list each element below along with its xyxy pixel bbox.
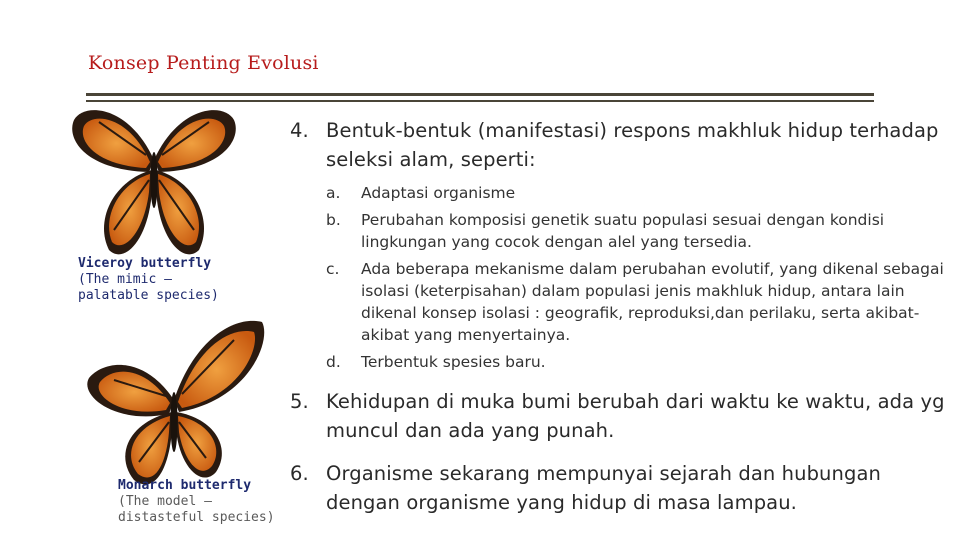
viceroy-caption <box>78 256 219 304</box>
viceroy-caption-line1: (The mimic – <box>78 272 172 287</box>
list-item <box>290 116 950 174</box>
sub-list-text: Terbentuk spesies baru. <box>361 353 546 371</box>
sub-list-letter: d. <box>326 353 341 371</box>
butterfly-image <box>54 100 279 540</box>
sub-list-letter: a. <box>326 184 341 202</box>
title-rule-thick <box>86 93 874 96</box>
viceroy-caption-name: Viceroy butterfly <box>78 256 212 271</box>
list-text: Organisme sekarang mempunyai sejarah dan hubungan dengan organisme yang hidup di masa lampau. <box>326 462 881 514</box>
sub-list-text: Adaptasi organisme <box>361 184 516 202</box>
sub-list-item <box>326 209 950 253</box>
slide-title: Konsep Penting Evolusi <box>88 52 319 74</box>
sub-list-letter: b. <box>326 211 341 229</box>
sub-list-text: Perubahan komposisi genetik suatu populasi sesuai dengan kondisi lingkungan yang cocok dengan alel yang tersedia. <box>361 211 885 251</box>
monarch-caption-line1: (The model – <box>118 494 212 509</box>
monarch-caption-line2: distasteful species) <box>118 510 275 525</box>
monarch-caption-name: Monarch butterfly <box>118 478 252 493</box>
list-number: 6. <box>290 462 309 485</box>
viceroy-butterfly-illustration <box>72 110 236 254</box>
viceroy-caption-line2: palatable species) <box>78 288 219 303</box>
list-text: Kehidupan di muka bumi berubah dari waktu ke waktu, ada yg muncul dan ada yang punah. <box>326 390 945 442</box>
list-item <box>290 387 950 445</box>
sub-list-item <box>326 182 950 204</box>
monarch-caption <box>118 478 275 526</box>
sub-list-text: Ada beberapa mekanisme dalam perubahan evolutif, yang dikenal sebagai isolasi (keterpisahan) dalam populasi jenis makhluk hidup, antara lain dikenal konsep isolasi : geografik, reproduksi,dan perilaku, serta akibat-akibat yang menyertainya. <box>361 260 944 344</box>
list-item <box>290 459 950 517</box>
list-text: Bentuk-bentuk (manifestasi) respons makhluk hidup terhadap seleksi alam, seperti: <box>326 119 939 171</box>
sub-list-letter: c. <box>326 260 340 278</box>
monarch-butterfly-illustration <box>87 321 264 485</box>
sub-list-item <box>326 258 950 346</box>
list-number: 5. <box>290 390 309 413</box>
slide-body <box>290 116 950 517</box>
list-number: 4. <box>290 119 309 142</box>
sub-list-item <box>326 351 950 373</box>
